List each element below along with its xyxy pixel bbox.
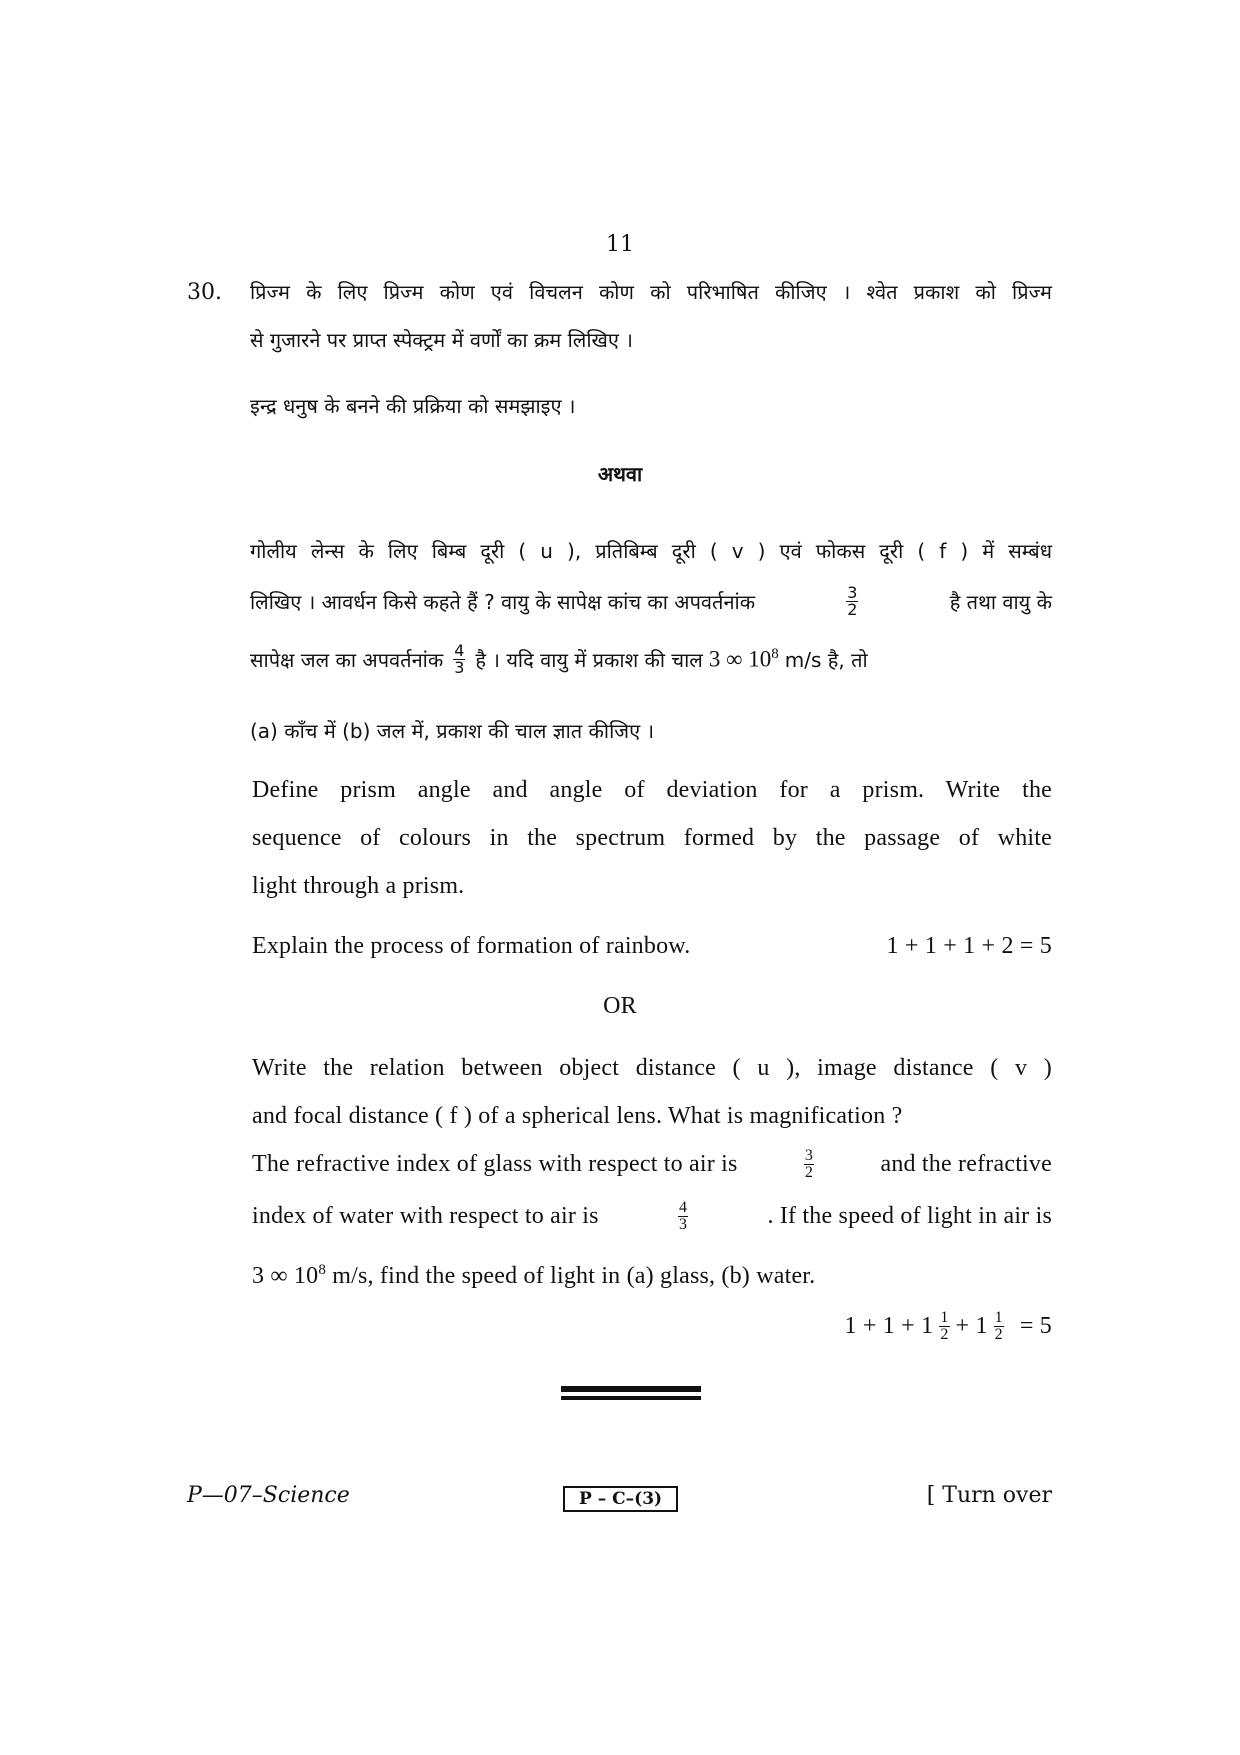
hindi-question-line-3: इन्द्र धनुष के बनने की प्रक्रिया को समझाइए । (250, 394, 576, 418)
fraction-half (994, 1310, 1004, 1343)
fraction-denominator: 2 (847, 600, 858, 619)
end-rule-top (561, 1386, 701, 1392)
english-alt-line-3-text-b: and the refractive (880, 1151, 1052, 1177)
english-question-line-2: sequence of colours in the spectrum formed by the passage of white (252, 825, 1052, 851)
hindi-alt-line-2-text-a: लिखिए । आवर्धन किसे कहते हैं ? वायु के सापेक्ष कांच का अपवर्तनांक (250, 590, 756, 614)
fraction-numerator: 3 (804, 1147, 814, 1164)
english-or-label: OR (603, 993, 637, 1019)
fraction-denominator: 2 (940, 1326, 949, 1343)
english-alt-line-5 (252, 1262, 815, 1290)
english-alt-line-5-text-b: m/s, find the speed of light in (a) glass, (b) water. (332, 1263, 816, 1289)
hindi-alt-line-3-text-b: है । यदि वायु में प्रकाश की चाल (475, 648, 703, 672)
hindi-alt-line-4: (a) काँच में (b) जल में, प्रकाश की चाल ज्ञात कीजिए । (250, 719, 655, 743)
english-alt-line-4 (252, 1200, 1052, 1233)
hindi-alt-line-3-text-d: m/s है, तो (784, 648, 868, 672)
speed-exponent: 8 (318, 1262, 327, 1278)
english-question-line-3: light through a prism. (252, 873, 465, 899)
fraction-denominator: 3 (454, 658, 465, 677)
hindi-or-label: अथवा (597, 462, 643, 486)
english-alt-line-4-text-b: . If the speed of light in air is (767, 1203, 1052, 1229)
footer-paper-code: P—07–Science (187, 1483, 350, 1508)
speed-exponent: 8 (771, 646, 779, 663)
hindi-alt-line-1: गोलीय लेन्स के लिए बिम्ब दूरी ( u ), प्रतिबिम्ब दूरी ( v ) एवं फोकस दूरी ( f ) में सम्बंध (250, 539, 1052, 563)
footer-set-code: P – C–(3) (563, 1486, 678, 1512)
speed-value (709, 646, 779, 673)
marks-question: 1 + 1 + 1 + 2 = 5 (886, 933, 1052, 959)
fraction-numerator: 1 (994, 1309, 1003, 1326)
speed-base: 3 ∞ 10 (708, 646, 772, 672)
speed-base: 3 ∞ 10 (252, 1263, 319, 1289)
fraction-denominator: 3 (678, 1216, 688, 1233)
fraction-denominator: 2 (804, 1164, 814, 1181)
marks-alt-part-a: 1 + 1 + 1 (844, 1313, 934, 1339)
hindi-alt-line-2 (250, 585, 1052, 618)
fraction-numerator: 1 (940, 1309, 949, 1326)
marks-alternative (700, 1310, 1052, 1343)
fraction-half (939, 1310, 949, 1343)
marks-alt-part-b: + 1 (955, 1313, 988, 1339)
english-question-line-1: Define prism angle and angle of deviation for a prism. Write the (252, 777, 1052, 803)
question-number: 30. (187, 280, 222, 305)
fraction-four-thirds (678, 1200, 688, 1233)
fraction-four-thirds (453, 643, 465, 676)
hindi-question-line-1: प्रिज्म के लिए प्रिज्म कोण एवं विचलन कोण को परिभाषित कीजिए । श्वेत प्रकाश को प्रिज्म (250, 280, 1052, 304)
fraction-three-halves (804, 1148, 814, 1181)
footer-turn-over: [ Turn over (926, 1483, 1052, 1508)
end-rule-bottom (561, 1396, 701, 1400)
hindi-alt-line-3 (250, 643, 868, 676)
english-alt-line-1: Write the relation between object distance ( u ), image distance ( v ) (252, 1055, 1052, 1081)
fraction-numerator: 4 (454, 641, 465, 660)
hindi-question-line-2: से गुजारने पर प्राप्त स्पेक्ट्रम में वर्णों का क्रम लिखिए । (250, 328, 633, 352)
english-alt-line-3-text-a: The refractive index of glass with respect to air is (252, 1151, 738, 1177)
english-question-line-4: Explain the process of formation of rainbow. (252, 933, 691, 959)
hindi-alt-line-3-text-a: सापेक्ष जल का अपवर्तनांक (250, 648, 444, 672)
fraction-denominator: 2 (994, 1326, 1003, 1343)
fraction-numerator: 4 (678, 1199, 688, 1216)
english-alt-line-4-text-a: index of water with respect to air is (252, 1203, 599, 1229)
hindi-alt-line-2-text-b: है तथा वायु के (949, 590, 1052, 614)
marks-alt-part-c: = 5 (1019, 1313, 1052, 1339)
page-number: 11 (606, 232, 634, 257)
english-alt-line-2: and focal distance ( f ) of a spherical lens. What is magnification ? (252, 1103, 903, 1129)
fraction-three-halves (846, 585, 858, 618)
english-alt-line-3 (252, 1148, 1052, 1181)
fraction-numerator: 3 (847, 583, 858, 602)
